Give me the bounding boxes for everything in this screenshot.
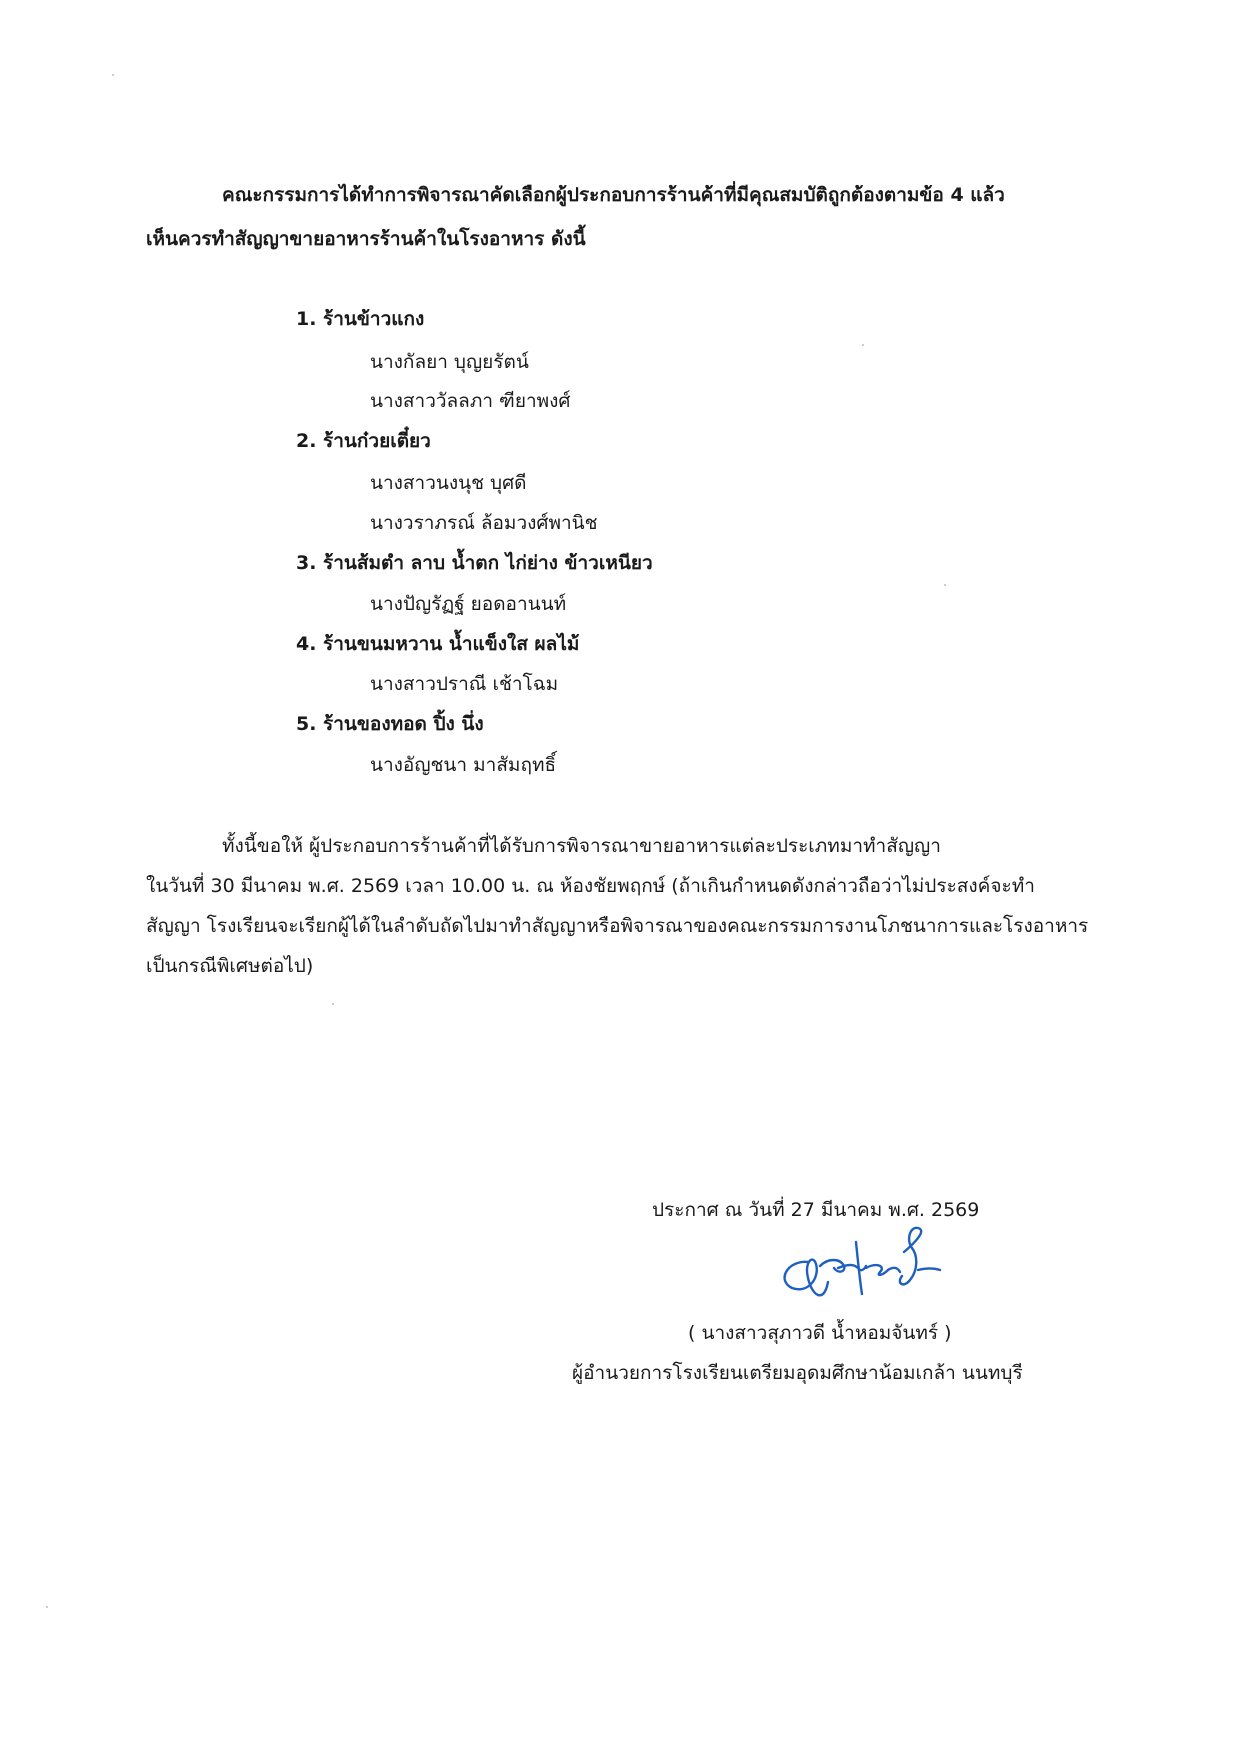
shop-title-2: 2. ร้านก๋วยเตี๋ยว bbox=[296, 430, 431, 452]
shop-owner: นางสาวนงนุช บุศดี bbox=[370, 472, 527, 494]
conclusion-line-3: สัญญา โรงเรียนจะเรียกผู้ได้ในลำดับถัดไปมาทำสัญญาหรือพิจารณาของคณะกรรมการงานโภชนาการและโรงอาหาร bbox=[146, 915, 1089, 937]
shop-title-5: 5. ร้านของทอด ปิ้ง นึ่ง bbox=[296, 713, 484, 735]
scan-speck bbox=[112, 74, 114, 76]
announcement-date: ประกาศ ณ วันที่ 27 มีนาคม พ.ศ. 2569 bbox=[652, 1199, 980, 1221]
shop-owner: นางสาวปราณี เช้าโฉม bbox=[370, 673, 559, 695]
shop-owner: นางสาววัลลภา ฑียาพงศ์ bbox=[370, 390, 571, 412]
shop-title-4: 4. ร้านขนมหวาน น้ำแข็งใส ผลไม้ bbox=[296, 633, 580, 655]
signer-title: ผู้อำนวยการโรงเรียนเตรียมอุดมศึกษาน้อมเกล้า นนทบุรี bbox=[572, 1362, 1023, 1384]
shop-owner: นางปัญรัฏฐ์ ยอดอานนท์ bbox=[370, 593, 567, 615]
intro-line-2: เห็นควรทำสัญญาขายอาหารร้านค้าในโรงอาหาร ดังนี้ bbox=[146, 228, 586, 250]
scan-speck bbox=[862, 344, 864, 346]
conclusion-line-2: ในวันที่ 30 มีนาคม พ.ศ. 2569 เวลา 10.00 น. ณ ห้องชัยพฤกษ์ (ถ้าเกินกำหนดดังกล่าวถือว่าไม่ประสงค์จะทำ bbox=[146, 875, 1035, 897]
conclusion-line-4: เป็นกรณีพิเศษต่อไป) bbox=[146, 955, 314, 977]
scan-speck bbox=[46, 1606, 48, 1608]
shop-title-3: 3. ร้านส้มตำ ลาบ น้ำตก ไก่ย่าง ข้าวเหนียว bbox=[296, 552, 653, 574]
shop-owner: นางวราภรณ์ ล้อมวงศ์พานิช bbox=[370, 512, 598, 534]
handwritten-signature bbox=[768, 1222, 948, 1312]
shop-owner: นางกัลยา บุญยรัตน์ bbox=[370, 351, 529, 373]
scan-speck bbox=[944, 584, 946, 586]
scan-speck bbox=[332, 1003, 334, 1005]
intro-line-1: คณะกรรมการได้ทำการพิจารณาคัดเลือกผู้ประกอบการร้านค้าที่มีคุณสมบัติถูกต้องตามข้อ 4 แล้ว bbox=[222, 184, 1005, 206]
shop-owner: นางอัญชนา มาสัมฤทธิ์ bbox=[370, 754, 557, 776]
signer-name: ( นางสาวสุภาวดี น้ำหอมจันทร์ ) bbox=[688, 1322, 952, 1344]
conclusion-line-1: ทั้งนี้ขอให้ ผู้ประกอบการร้านค้าที่ได้รับการพิจารณาขายอาหารแต่ละประเภทมาทำสัญญา bbox=[222, 835, 941, 857]
shop-title-1: 1. ร้านข้าวแกง bbox=[296, 308, 425, 330]
